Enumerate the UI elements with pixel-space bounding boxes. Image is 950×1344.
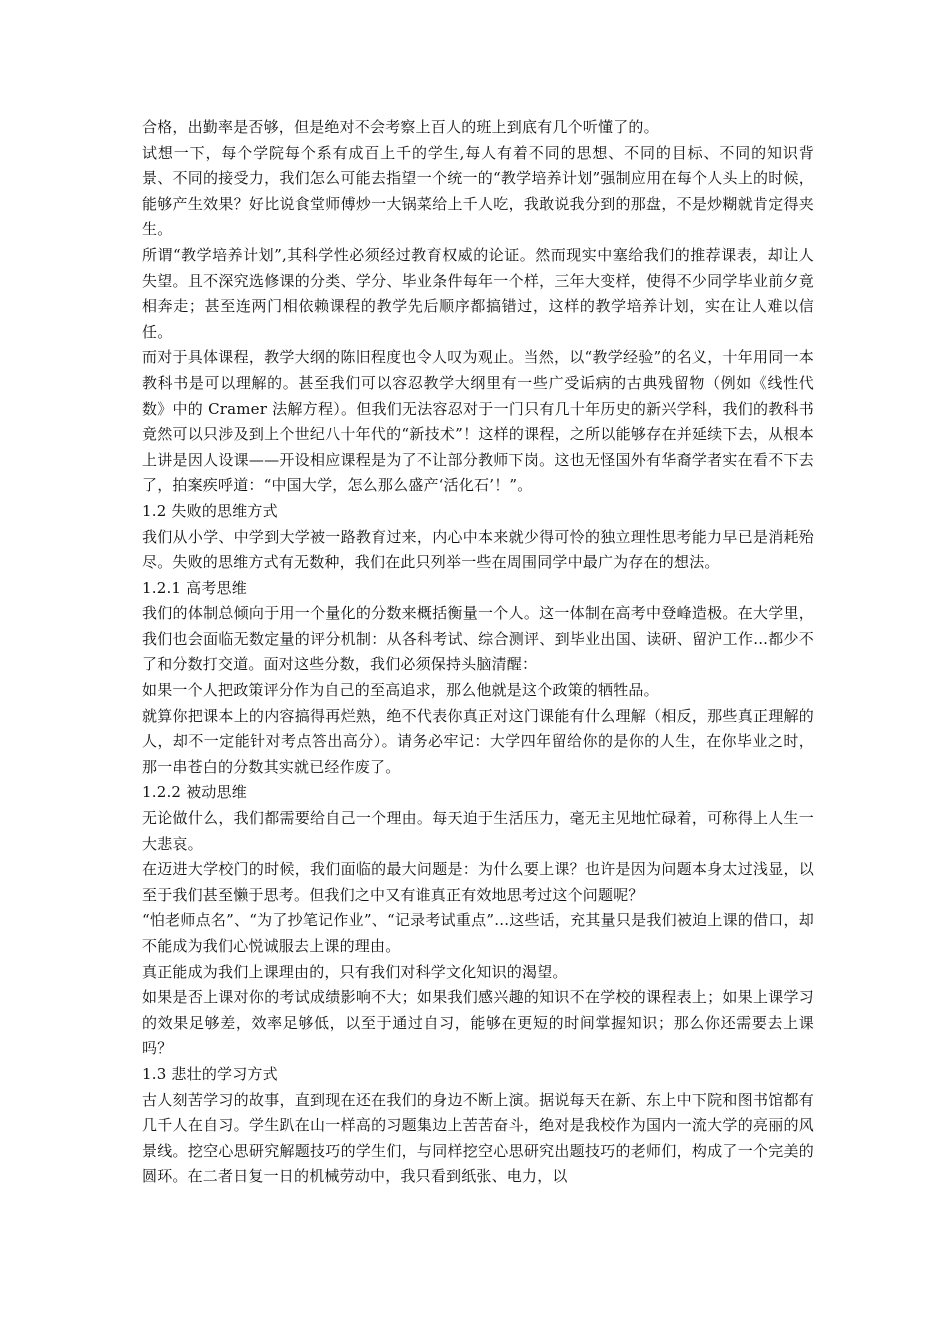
paragraph: 古人刻苦学习的故事，直到现在还在我们的身边不断上演。据说每天在新、东上中下院和图书馆都有几千人在自习。学生趴在山一样高的习题集边上苦苦奋斗，绝对是我校作为国内一流大学的亮丽的风景线。挖空心思研究解题技巧的学生们，与同样挖空心思研究出题技巧的老师们，构成了一个完美的圆环。在二者日复一日的机械劳动中，我只看到纸张、电力，以 (142, 1090, 814, 1186)
paragraph: 合格，出勤率是否够，但是绝对不会考察上百人的班上到底有几个听懂了的。 (142, 118, 659, 136)
document-body (142, 115, 814, 1190)
paragraph: 我们的体制总倾向于用一个量化的分数来概括衡量一个人。这一体制在高考中登峰造极。在大学里，我们也会面临无数定量的评分机制：从各科考试、综合测评、到毕业出国、读研、留沪工作...都少不了和分数打交道。面对这些分数，我们必须保持头脑清醒： (142, 604, 814, 674)
section-heading: 1.3 悲壮的学习方式 (142, 1064, 278, 1083)
paragraph: “怕老师点名”、“为了抄笔记作业”、“记录考试重点”...这些话，充其量只是我们被迫上课的借口，却不能成为我们心悦诚服去上课的理由。 (142, 911, 814, 955)
paragraph: 所谓“教学培养计划”,其科学性必须经过教育权威的论证。然而现实中塞给我们的推荐课表，却让人失望。且不深究选修课的分类、学分、毕业条件每年一个样，三年大变样，使得不少同学毕业前夕竟相奔走；甚至连两门相依赖课程的教学先后顺序都搞错过，这样的教学培养计划，实在让人难以信任。 (142, 245, 814, 341)
paragraph: 无论做什么，我们都需要给自己一个理由。每天迫于生活压力，毫无主见地忙碌着，可称得上人生一大悲哀。 (142, 809, 814, 853)
paragraph: 试想一下，每个学院每个系有成百上千的学生,每人有着不同的思想、不同的目标、不同的知识背景、不同的接受力，我们怎么可能去指望一个统一的“教学培养计划”强制应用在每个人头上的时候，能够产生效果？好比说食堂师傅炒一大锅菜给上千人吃，我敢说我分到的那盘，不是炒糊就肯定得夹生。 (142, 143, 814, 239)
section-heading: 1.2.2 被动思维 (142, 783, 247, 802)
section-heading: 1.2 失败的思维方式 (142, 501, 278, 520)
paragraph: 就算你把课本上的内容搞得再烂熟，绝不代表你真正对这门课能有什么理解（相反，那些真正理解的人，却不一定能针对考点答出高分）。请务必牢记：大学四年留给你的是你的人生，在你毕业之时，那一串苍白的分数其实就已经作废了。 (142, 706, 814, 776)
paragraph: 如果是否上课对你的考试成绩影响不大；如果我们感兴趣的知识不在学校的课程表上；如果上课学习的效果足够差，效率足够低，以至于通过自习，能够在更短的时间掌握知识；那么你还需要去上课吗？ (142, 988, 814, 1058)
paragraph: 如果一个人把政策评分作为自己的至高追求，那么他就是这个政策的牺牲品。 (142, 681, 659, 700)
section-heading: 1.2.1 高考思维 (142, 578, 247, 597)
paragraph: 真正能成为我们上课理由的，只有我们对科学文化知识的渴望。 (142, 962, 568, 981)
paragraph: 我们从小学、中学到大学被一路教育过来，内心中本来就少得可怜的独立理性思考能力早已是消耗殆尽。失败的思维方式有无数种，我们在此只列举一些在周围同学中最广为存在的想法。 (142, 527, 814, 572)
paragraph: 而对于具体课程，教学大纲的陈旧程度也令人叹为观止。当然，以“教学经验”的名义，十年用同一本教科书是可以理解的。甚至我们可以容忍教学大纲里有一些广受诟病的古典残留物（例如《线性代数》中的 Cramer 法解方程）。但我们无法容忍对于一门只有几十年历史的新兴学科，我们的教科书竟然可以只涉及到上个世纪八十年代的“新技术”！这样的课程，之所以能够存在并延续下去，从根本上讲是因人设课——开设相应课程是为了不让部分教师下岗。这也无怪国外有华裔学者实在看不下去了，拍案疾呼道：“中国大学，怎么那么盛产‘活化石’！”。 (142, 348, 814, 495)
paragraph: 在迈进大学校门的时候，我们面临的最大问题是：为什么要上课？也许是因为问题本身太过浅显，以至于我们甚至懒于思考。但我们之中又有谁真正有效地思考过这个问题呢？ (142, 860, 814, 904)
